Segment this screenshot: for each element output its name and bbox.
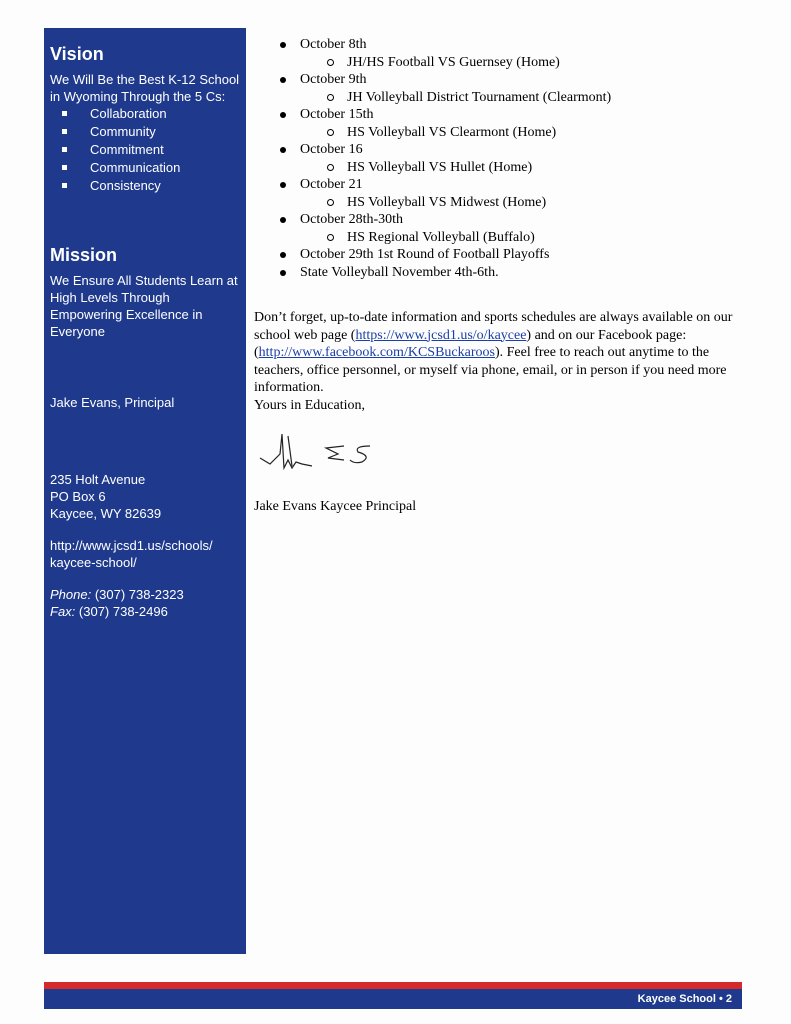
footer-red-stripe — [44, 982, 742, 989]
vision-heading: Vision — [50, 44, 104, 64]
schedule-date: October 29th 1st Round of Football Playoffs — [254, 246, 754, 264]
address-block — [50, 471, 240, 522]
principal-name: Jake Evans, Principal — [50, 395, 175, 410]
schedule-event: HS Regional Volleyball (Buffalo) — [254, 229, 754, 247]
bullet-icon — [280, 147, 286, 153]
schedule-date: October 28th-30th — [254, 211, 754, 229]
circle-bullet-icon — [327, 59, 334, 66]
list-item: Communication — [50, 159, 240, 177]
circle-bullet-icon — [327, 234, 334, 241]
footer-bar — [44, 989, 742, 1009]
address-street: 235 Holt Avenue — [50, 472, 146, 487]
circle-bullet-icon — [327, 94, 334, 101]
list-item: Consistency — [50, 177, 240, 195]
circle-bullet-icon — [327, 164, 334, 171]
bullet-icon — [280, 252, 286, 258]
letter-paragraph: Don’t forget, up-to-date information and sports schedules are always available on our school web page (https://www.jcsd1.us/o/kaycee) and on our Facebook page: (http://www.facebook.com/KCSBuckaroos). Feel free to reach out anytime to the teachers, office personnel, or myself via phone, email, or in person if you need more information. — [254, 310, 733, 395]
list-item: Community — [50, 123, 240, 141]
list-item: Commitment — [50, 141, 240, 159]
letter-closing: Yours in Education, — [254, 397, 365, 413]
schedule-list — [254, 36, 754, 281]
bullet-icon — [280, 182, 286, 188]
facebook-page-link[interactable]: http://www.facebook.com/KCSBuckaroos — [258, 345, 495, 360]
bullet-icon — [280, 77, 286, 83]
square-bullet-icon — [62, 147, 67, 152]
square-bullet-icon — [62, 129, 67, 134]
bullet-icon — [280, 270, 286, 276]
mission-heading: Mission — [50, 245, 118, 265]
mission-text: We Ensure All Students Learn at High Levels Through Empowering Excellence in Everyone — [50, 273, 238, 339]
schedule-date: October 8th — [254, 36, 754, 54]
bullet-icon — [280, 217, 286, 223]
five-cs-list — [50, 105, 240, 195]
schedule-event: JH/HS Football VS Guernsey (Home) — [254, 54, 754, 72]
sidebar-panel — [44, 28, 246, 954]
circle-bullet-icon — [327, 199, 334, 206]
schedule-date: October 16 — [254, 141, 754, 159]
school-webpage-link[interactable]: https://www.jcsd1.us/o/kaycee — [355, 327, 527, 343]
fax-line: Fax: (307) 738-2496 — [50, 604, 168, 619]
schedule-date: October 9th — [254, 71, 754, 89]
schedule-event: HS Volleyball VS Clearmont (Home) — [254, 124, 754, 142]
contact-block — [50, 586, 240, 620]
page-footer-text: Kaycee School • 2 — [637, 993, 732, 1005]
schedule-event: HS Volleyball VS Midwest (Home) — [254, 194, 754, 212]
address-city: Kaycee, WY 82639 — [50, 506, 162, 521]
schedule-event: JH Volleyball District Tournament (Clearmont) — [254, 89, 754, 107]
circle-bullet-icon — [327, 129, 334, 136]
schedule-date: October 15th — [254, 106, 754, 124]
vision-text: We Will Be the Best K-12 School in Wyoming Through the 5 Cs: — [50, 72, 240, 104]
square-bullet-icon — [62, 111, 67, 116]
schedule-event: HS Volleyball VS Hullet (Home) — [254, 159, 754, 177]
main-content — [254, 36, 754, 515]
phone-line: Phone: (307) 738-2323 — [50, 587, 184, 602]
signature-name: Jake Evans Kaycee Principal — [254, 499, 417, 514]
bullet-icon — [280, 112, 286, 118]
square-bullet-icon — [62, 183, 67, 188]
signature-image — [258, 428, 754, 483]
school-website[interactable]: http://www.jcsd1.us/schools/ kaycee-school/ — [50, 538, 213, 570]
bullet-icon — [280, 42, 286, 48]
schedule-date: State Volleyball November 4th-6th. — [254, 264, 754, 282]
address-pobox: PO Box 6 — [50, 489, 106, 504]
list-item: Collaboration — [50, 105, 240, 123]
schedule-date: October 21 — [254, 176, 754, 194]
square-bullet-icon — [62, 165, 67, 170]
